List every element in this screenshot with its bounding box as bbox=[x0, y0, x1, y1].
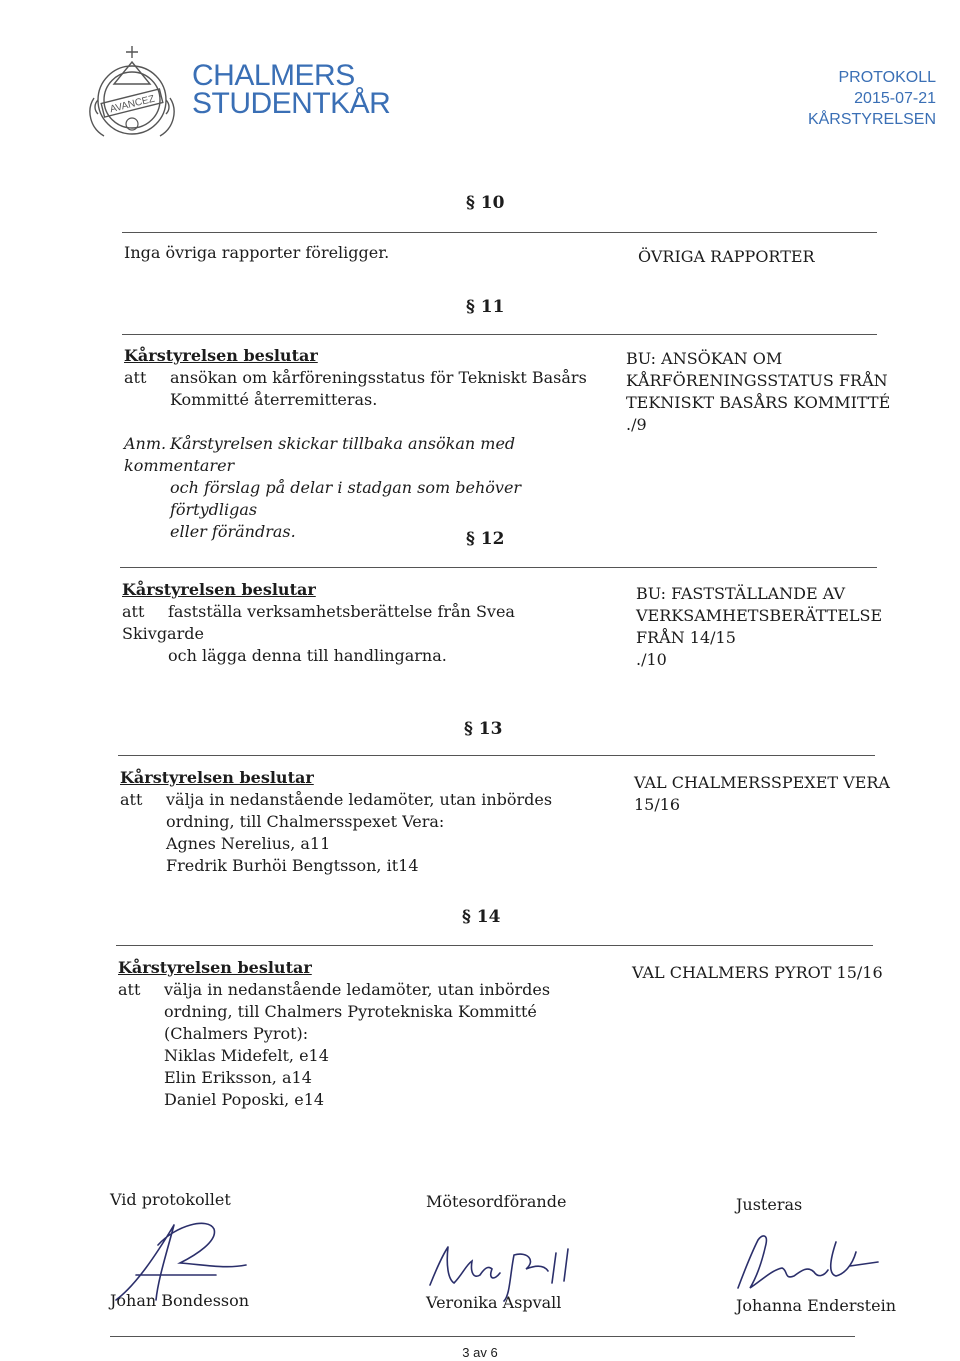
handwritten-signature bbox=[728, 1222, 888, 1302]
decision-line: och lägga denna till handlingarna. bbox=[168, 646, 447, 665]
side-line: TEKNISKT BASÅRS KOMMITTÉ bbox=[626, 393, 891, 412]
section-body bbox=[124, 345, 594, 543]
footer-rule bbox=[110, 1336, 855, 1337]
decision-heading: Kårstyrelsen beslutar bbox=[122, 580, 316, 599]
decision-line: ordning, till Chalmersspexet Vera: bbox=[166, 812, 445, 831]
att-label: att bbox=[122, 602, 145, 621]
side-line: BU: FASTSTÄLLANDE AV bbox=[636, 584, 846, 603]
signature-label: Vid protokollet bbox=[110, 1190, 231, 1209]
decision-line: ansökan om kårföreningsstatus för Tekniskt Basårs bbox=[170, 368, 587, 387]
attachment-ref: ./9 bbox=[626, 415, 647, 434]
section-number: § 14 bbox=[462, 907, 501, 927]
section-rule bbox=[120, 567, 877, 568]
section-number: § 11 bbox=[466, 297, 505, 317]
decision-line: Niklas Midefelt, e14 bbox=[164, 1046, 329, 1065]
att-label: att bbox=[124, 368, 147, 387]
att-label: att bbox=[120, 790, 143, 809]
decision-line: Fredrik Burhöi Bengtsson, it14 bbox=[166, 856, 419, 875]
decision-line: Kommitté återremitteras. bbox=[170, 390, 378, 409]
att-label: att bbox=[118, 980, 141, 999]
decision-line: fastställa verksamhetsberättelse från Svea Skivgarde bbox=[122, 602, 515, 643]
side-line: FRÅN 14/15 bbox=[636, 628, 736, 647]
section-side-title: ÖVRIGA RAPPORTER bbox=[638, 247, 815, 266]
section-body bbox=[122, 579, 592, 667]
logo-ribbon-text: AVANCEZ bbox=[108, 93, 156, 116]
note-line: och förslag på delar i stadgan som behöver förtydligas bbox=[170, 478, 522, 519]
decision-line: ordning, till Chalmers Pyrotekniska Kommitté bbox=[164, 1002, 537, 1021]
decision-line: (Chalmers Pyrot): bbox=[164, 1024, 309, 1043]
decision-line: välja in nedanstående ledamöter, utan inbördes bbox=[166, 790, 553, 809]
decision-heading: Kårstyrelsen beslutar bbox=[120, 768, 314, 787]
side-line: KÅRFÖRENINGSSTATUS FRÅN bbox=[626, 371, 888, 390]
note-line: eller förändras. bbox=[170, 522, 296, 541]
side-line: VAL CHALMERS PYROT 15/16 bbox=[632, 963, 883, 982]
section-side-title bbox=[626, 348, 890, 436]
section-rule bbox=[122, 232, 877, 233]
section-side-title bbox=[636, 583, 882, 671]
signatory-name: Johan Bondesson bbox=[110, 1291, 250, 1310]
section-rule bbox=[116, 945, 873, 946]
document-body: KÅRSTYRELSEN bbox=[807, 111, 936, 128]
page-number: 3 av 6 bbox=[462, 1345, 498, 1360]
decision-heading: Kårstyrelsen beslutar bbox=[124, 346, 318, 365]
decision-line: Elin Eriksson, a14 bbox=[164, 1068, 312, 1087]
section-side-title bbox=[634, 772, 890, 816]
signatory-name: Johanna Enderstein bbox=[736, 1296, 896, 1315]
section-body bbox=[120, 767, 590, 877]
brand-line-1: CHALMERS bbox=[192, 59, 355, 92]
side-line: 15/16 bbox=[634, 795, 681, 814]
brand-line-2: STUDENTKÅR bbox=[192, 87, 391, 120]
decision-line: Agnes Nerelius, a11 bbox=[166, 834, 331, 853]
decision-line: Daniel Poposki, e14 bbox=[164, 1090, 325, 1109]
brand-name bbox=[192, 59, 391, 120]
document-type: PROTOKOLL bbox=[838, 69, 936, 86]
note-line: Kårstyrelsen skickar tillbaka ansökan med kommentarer bbox=[124, 434, 516, 475]
section-text: Inga övriga rapporter föreligger. bbox=[124, 243, 390, 262]
attachment-ref: ./10 bbox=[636, 650, 667, 669]
note-label: Anm. bbox=[124, 434, 167, 453]
document-header-meta bbox=[808, 67, 936, 130]
side-line: VERKSAMHETSBERÄTTELSE bbox=[636, 606, 883, 625]
side-line: BU: ANSÖKAN OM bbox=[626, 349, 783, 368]
decision-heading: Kårstyrelsen beslutar bbox=[118, 958, 312, 977]
section-rule bbox=[118, 755, 875, 756]
signature-label: Mötesordförande bbox=[426, 1192, 567, 1211]
section-number: § 10 bbox=[466, 193, 505, 213]
section-rule bbox=[122, 334, 877, 335]
section-number: § 12 bbox=[466, 529, 505, 549]
student-union-logo bbox=[82, 40, 182, 146]
signature-label: Justeras bbox=[736, 1195, 803, 1214]
section-side-title bbox=[632, 962, 883, 984]
section-body bbox=[118, 957, 588, 1111]
decision-line: välja in nedanstående ledamöter, utan inbördes bbox=[164, 980, 551, 999]
side-line: VAL CHALMERSSPEXET VERA bbox=[634, 773, 890, 792]
document-date: 2015-07-21 bbox=[854, 90, 936, 107]
section-number: § 13 bbox=[464, 719, 503, 739]
signatory-name: Veronika Aspvall bbox=[426, 1293, 562, 1312]
